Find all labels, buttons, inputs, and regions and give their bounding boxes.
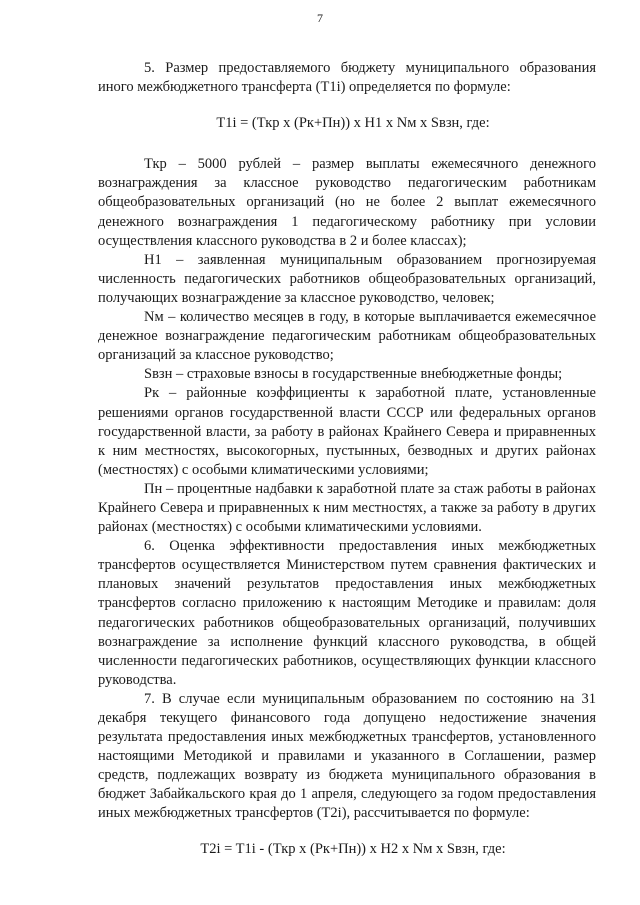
paragraph-7: 7. В случае если муниципальным образованием по состоянию на 31 декабря текущего финансового года допущено недостижение значения результата предоставления иных межбюджетных трансфертов, установленного настоящими Методикой и правилами и указанного в Соглашении, размер средств, подлежащих возврату из бюджета муниципального образования в бюджет Забайкальского края до 1 апреля, следующего за годом предоставления иных межбюджетных трансфертов (T2i), рассчитывается по формуле: <box>98 690 596 822</box>
definition-tkr: Ткр – 5000 рублей – размер выплаты ежемесячного денежного вознаграждения за классное руководство педагогическим работникам общеобразовательных организаций (но не более 2 выплат ежемесячного денежного вознаграждения 1 педагогическому работнику при условии осуществления классного руководства в 2 и более классах); <box>98 156 596 249</box>
paragraph-5: 5. Размер предоставляемого бюджету муниципального образования иного межбюджетного трансферта (T1i) определяется по формуле: <box>98 60 596 96</box>
definition-pn: Пн – процентные надбавки к заработной плате за стаж работы в районах Крайнего Севера и приравненных к ним местностях, а также за работу в других районах (местностях) с особыми климатическими условиями. <box>98 480 596 536</box>
definition-nm: Nм – количество месяцев в году, в которые выплачивается ежемесячное денежное вознаграждение педагогическим работникам общеобразовательных организаций за классное руководство; <box>98 309 596 364</box>
definition-rk: Рк – районные коэффициенты к заработной плате, установленные решениями органов государственной власти СССР или федеральных органов государственной власти, за работу в районах Крайнего Севера и приравненных к ним местностях, высокогорных, пустынных, безводных и других районах (местностях) с особыми климатическими условиями; <box>98 385 596 478</box>
formula-t2i: T2i = T1i - (Ткр x (Рк+Пн)) x Н2 x Nм x Sвзн, где: <box>200 840 506 857</box>
document-body <box>98 59 596 877</box>
definition-svzn: Sвзн – страховые взносы в государственные внебюджетные фонды; <box>144 366 563 383</box>
page-number: 7 <box>317 11 323 25</box>
formula-t1i: T1i = (Ткр x (Рк+Пн)) x Н1 x Nм x Sвзн, где: <box>216 115 490 132</box>
definition-h1: Н1 – заявленная муниципальным образованием прогнозируемая численность педагогических работников общеобразовательных организаций, получающих вознаграждение за классное руководство, человек; <box>98 251 596 306</box>
paragraph-6: 6. Оценка эффективности предоставления иных межбюджетных трансфертов осуществляется Министерством путем сравнения фактических и плановых значений результатов предоставления иных межбюджетных трансфертов согласно приложению к настоящим Методике и правилам: доля педагогических работников общеобразовательных организаций, получивших вознаграждение за исполнение функций классного руководства, в общей численности педагогических работников, осуществляющих функции классного руководства. <box>98 538 596 688</box>
